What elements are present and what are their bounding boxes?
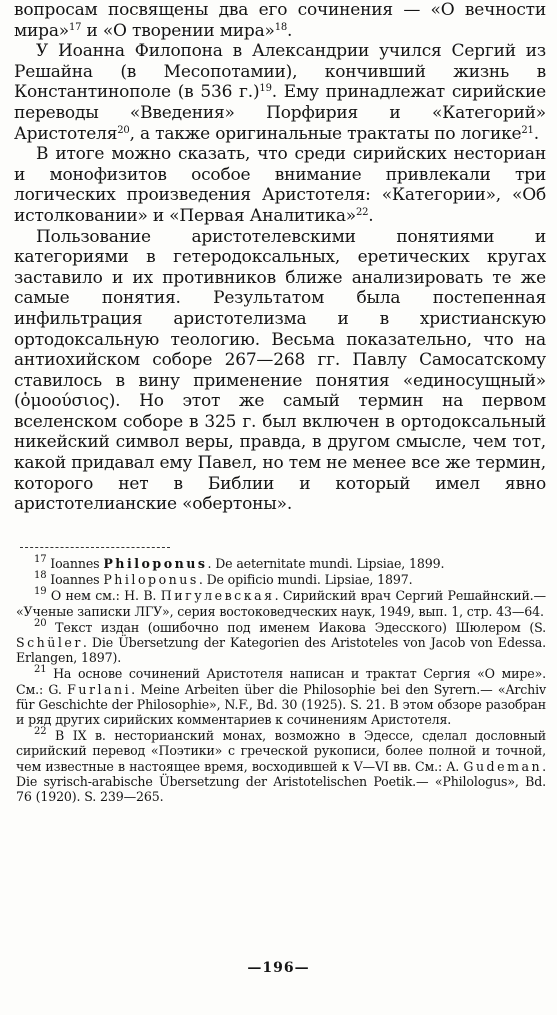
footnote-separator <box>20 547 170 548</box>
footnote-19: $^{19}$ О нем см.: Н. В. Пигулевская. Сирийский врач Сергий Решайнский.— «Ученые записки ЛГУ», серия востоковедческих наук, 1949, вып. 1, стр. 43—64. <box>16 586 546 619</box>
footnote-ref-22: 22 <box>355 206 369 218</box>
footnote-ref-19: 19 <box>259 83 272 95</box>
footnote-20: $^{20}$ Текст издан (ошибочно под именем Иакова Эдесского) Шюлером (S. Schüler. Die Übersetzung der Kategorien des Aristoteles von Jacob von Edessa. Erlangen, 1897). <box>16 617 546 666</box>
footnote-ref-21: 21 <box>521 124 534 136</box>
footnote-ref-20: 20 <box>117 124 130 136</box>
paragraph-2: У Иоанна Филопона в Александрии учился Сергий из Решайна (в Месопотамии), кончивший жизнь в Константинополе (в 536 г.)$^{19}$. Ему принадлежат сирийские переводы «Введения» Порфирия и «Категорий» Аристотеля$^{20}$, а также оригинальные трактаты по логике$^{21}$. <box>14 41 546 144</box>
paragraph-3: В итоге можно сказать, что среди сирийских несториан и монофизитов особое внимание привлекали три логических произведения Аристотеля: «Категории», «Об истолковании» и «Первая Аналитика»$^{22}$. <box>14 144 546 226</box>
paragraph-1: вопросам посвящены два его сочинения — «О вечности мира»$^{17}$ и «О творении мира»$^{18}$. <box>14 0 546 41</box>
page-number: —196— <box>247 960 310 976</box>
footnotes <box>16 556 546 805</box>
footnote-ref-17: 17 <box>68 21 82 33</box>
footnote-21: $^{21}$ На основе сочинений Аристотеля написан и трактат Сергия «О мире». См.: G. Furlani. Meine Arbeiten über die Philosophie bei den Syrern.— «Archiv für Geschichte der Philosophie», N.F., Bd. 30 (1925). S. 21. В этом обзоре разобран и ряд других сирийских комментариев к сочинениям Аристотеля. <box>16 664 546 728</box>
footnote-ref-18: 18 <box>274 21 288 33</box>
footnote-17: $^{17}$ Ioannes Philoponus. De aeternitate mundi. Lipsiae, 1899. <box>34 554 445 571</box>
footnote-22: $^{22}$ В IX в. несторианский монах, возможно в Эдессе, сделал дословный сирийский перевод «Поэтики» с греческой рукописи, более полной и точной, чем известные в настоящее время, восходившей к V—VI вв. См.: A. Gudeman. Die syrisch-arabische Übersetzung der Aristotelischen Poetik.— «Philologus», Bd. 76 (1920). S. 239—265. <box>16 726 546 805</box>
footnote-18: $^{18}$ Ioannes Philoponus. De opificio mundi. Lipsiae, 1897. <box>34 570 413 588</box>
paragraph-4: Пользование аристотелевскими понятиями и категориями в гетеродоксальных, еретических кругах заставило и их противников ближе анализировать те же самые понятия. Результатом была постепенная инфильтрация аристотелизма и в христианскую ортодоксальную теологию. Весьма показательно, что на антиохийском соборе 267—268 гг. Павлу Самосатскому ставилось в вину применение понятия «единосущный» (ὁμοούσιος). Но этот же самый термин на первом вселенском соборе в 325 г. был включен в ортодоксальный никейский символ веры, правда, в другом смысле, чем тот, какой придавал ему Павел, но тем не менее все же термин, которого нет в Библии и который имел явно аристотелианские «обертоны». <box>14 226 546 515</box>
main-text <box>14 0 546 515</box>
